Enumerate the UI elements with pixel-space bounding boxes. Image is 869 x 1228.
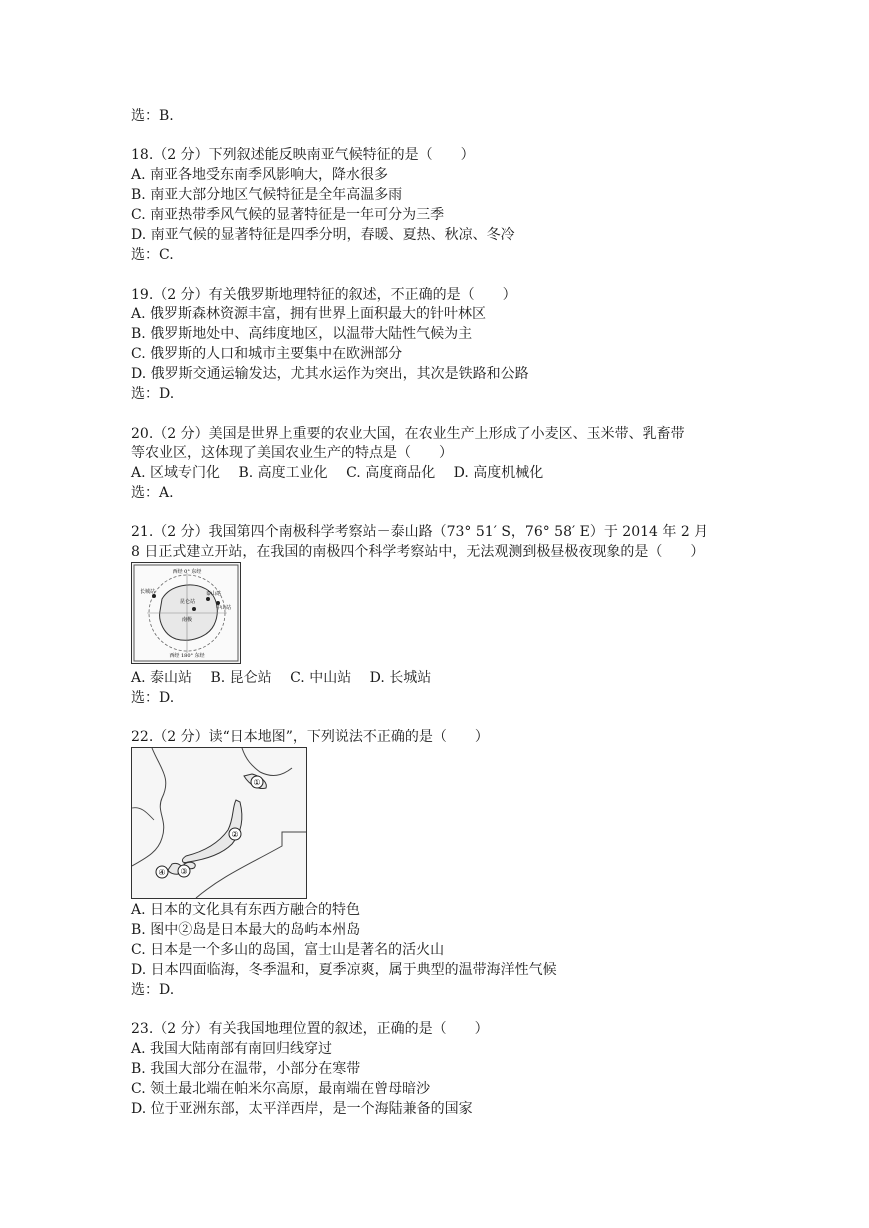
q20-options: A. 区域专门化 B. 高度工业化 C. 高度商品化 D. 高度机械化	[131, 465, 544, 481]
q23-stem: 23.（2 分）有关我国地理位置的叙述，正确的是（ ）	[131, 1021, 489, 1037]
q18-option-c: C. 南亚热带季风气候的显著特征是一年可分为三季	[131, 207, 445, 223]
q21-stem-line1: 21.（2 分）我国第四个南极科学考察站－泰山路（73° 51′ S，76° 58′ E）于 2014 年 2 月	[131, 524, 709, 540]
antarctic-map	[132, 563, 240, 663]
map-top-label: 西经 0° 东经	[172, 569, 202, 575]
q23-option-a: A. 我国大陆南部有南回归线穿过	[131, 1041, 333, 1057]
q20-answer: 选：A.	[131, 485, 174, 501]
q18-answer: 选：C.	[131, 247, 174, 263]
map-bottom-label: 西经 180° 东经	[169, 653, 205, 659]
antarctic-map-figure	[131, 562, 241, 664]
q22-option-a: A. 日本的文化具有东西方融合的特色	[131, 902, 361, 918]
q21-answer: 选：D.	[131, 690, 175, 706]
q20-stem-line2: 等农业区，这体现了美国农业生产的特点是（ ）	[131, 445, 453, 461]
q21-stem-line2: 8 日正式建立开站，在我国的南极四个科学考察站中，无法观测到极昼极夜现象的是（ ）	[131, 544, 705, 560]
q23-option-c: C. 领土最北端在帕米尔高原，最南端在曾母暗沙	[131, 1081, 431, 1097]
q22-option-d: D. 日本四面临海，冬季温和，夏季凉爽，属于典型的温带海洋性气候	[131, 962, 557, 978]
japan-map-figure	[131, 747, 307, 899]
q22-option-c: C. 日本是一个多山的岛国，富士山是著名的活火山	[131, 942, 445, 958]
label-taishan: 泰山站	[206, 591, 222, 597]
q18-option-d: D. 南亚气候的显著特征是四季分明，春暖、夏热、秋凉、冬冷	[131, 227, 515, 243]
q19-option-d: D. 俄罗斯交通运输发达，尤其水运作为突出，其次是铁路和公路	[131, 366, 529, 382]
taishan-station-dot	[206, 597, 210, 601]
label-pole: 南极	[182, 617, 193, 623]
marker-1: ①	[253, 778, 261, 787]
marker-3: ③	[180, 867, 188, 876]
kunlun-station-dot	[192, 607, 196, 611]
japan-map	[132, 748, 306, 898]
q21-options: A. 泰山站 B. 昆仑站 C. 中山站 D. 长城站	[131, 670, 432, 686]
label-kunlun: 昆仑站	[180, 599, 196, 605]
label-zhongshan: 中山站	[216, 605, 232, 611]
q19-stem: 19.（2 分）有关俄罗斯地理特征的叙述，不正确的是（ ）	[131, 287, 517, 303]
q22-option-b: B. 图中②岛是日本最大的岛屿本州岛	[131, 922, 361, 938]
q18-option-a: A. 南亚各地受东南季风影响大，降水很多	[131, 167, 389, 183]
q23-option-b: B. 我国大部分在温带，小部分在寒带	[131, 1061, 361, 1077]
q19-answer: 选：D.	[131, 386, 175, 402]
q23-option-d: D. 位于亚洲东部，太平洋西岸，是一个海陆兼备的国家	[131, 1101, 473, 1117]
q18-option-b: B. 南亚大部分地区气候特征是全年高温多雨	[131, 187, 403, 203]
q20-stem-line1: 20.（2 分）美国是世界上重要的农业大国，在农业生产上形成了小麦区、玉米带、乳畜带	[131, 426, 685, 442]
marker-2: ②	[231, 830, 239, 839]
marker-4: ④	[158, 868, 166, 877]
label-changcheng: 长城站	[140, 589, 156, 595]
q19-option-c: C. 俄罗斯的人口和城市主要集中在欧洲部分	[131, 346, 403, 362]
q18-stem: 18.（2 分）下列叙述能反映南亚气候特征的是（ ）	[131, 147, 475, 163]
previous-answer: 选：B.	[131, 108, 174, 124]
q22-stem: 22.（2 分）读“日本地图”，下列说法不正确的是（ ）	[131, 729, 489, 745]
q19-option-b: B. 俄罗斯地处中、高纬度地区，以温带大陆性气候为主	[131, 326, 473, 342]
q19-option-a: A. 俄罗斯森林资源丰富，拥有世界上面积最大的针叶林区	[131, 306, 487, 322]
q22-answer: 选：D.	[131, 982, 175, 998]
